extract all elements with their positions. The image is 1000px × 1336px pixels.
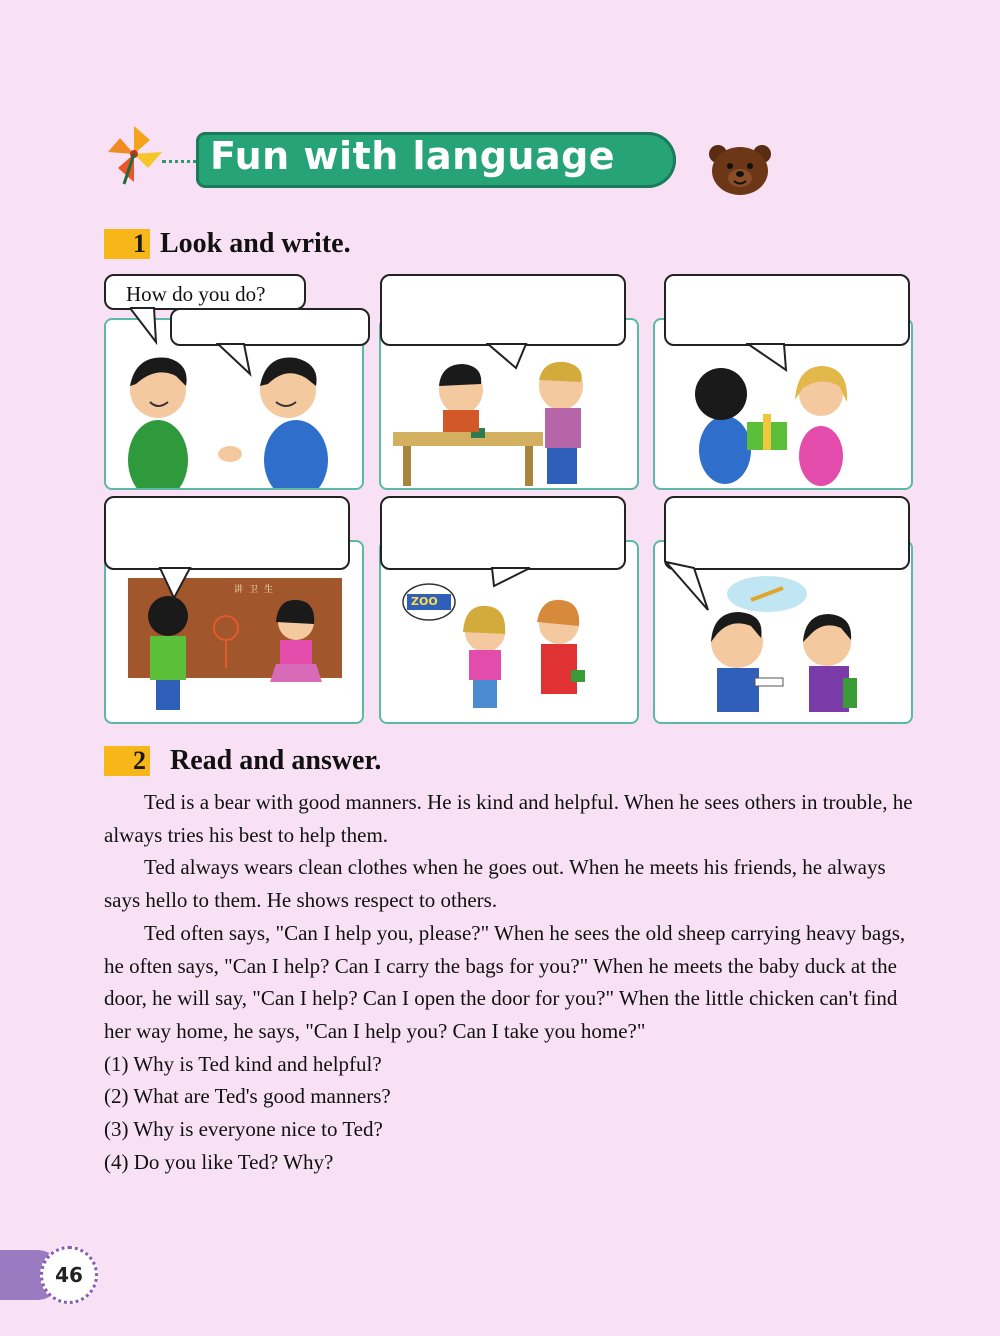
- section1-title: Look and write.: [160, 228, 351, 259]
- speech-bubble-1a: [104, 274, 306, 310]
- title-banner: [196, 132, 676, 188]
- speech-bubble-2[interactable]: [380, 274, 626, 346]
- bubble-tail: [746, 342, 792, 372]
- question-2: (2) What are Ted's good manners?: [104, 1084, 391, 1109]
- section2-heading: [104, 745, 381, 777]
- section1-heading: [104, 228, 351, 260]
- bubble-tail: [158, 566, 198, 602]
- speech-bubble-6[interactable]: [664, 496, 910, 570]
- pinwheel-icon: [104, 122, 164, 186]
- section2-title: Read and answer.: [170, 745, 382, 776]
- speech-bubble-1b[interactable]: [170, 308, 370, 346]
- section2-number: 2: [104, 746, 150, 776]
- blackboard-text: 讲卫生: [234, 585, 280, 595]
- section-header: [104, 122, 694, 194]
- bubble-tail: [664, 560, 714, 616]
- reading-passage: [104, 786, 914, 1178]
- speech-bubble-4[interactable]: [104, 496, 350, 570]
- speech-bubble-1a-text: How do you do?: [126, 282, 266, 306]
- page-number: 46: [40, 1246, 98, 1304]
- bubble-tail: [486, 342, 530, 372]
- question-3: (3) Why is everyone nice to Ted?: [104, 1117, 383, 1142]
- speech-bubble-5[interactable]: [380, 496, 626, 570]
- bear-face-icon: [704, 140, 776, 198]
- bubble-tail: [216, 342, 256, 378]
- bubble-tail: [130, 306, 170, 346]
- paragraph-2: Ted always wears clean clothes when he goes out. When he meets his friends, he always says hello to them. He shows respect to others.: [104, 855, 886, 913]
- section-title: Fun with language: [210, 134, 616, 178]
- question-4: (4) Do you like Ted? Why?: [104, 1149, 334, 1174]
- paragraph-3: Ted often says, "Can I help you, please?" When he sees the old sheep carrying heavy bags, he often says, "Can I help? Can I carry the bags for you?" When he meets the baby duck at the door, he will say, "Can I help? Can I open the door for you?" When the little chicken can't find her way home, he says, "Can I help you? Can I take you home?": [104, 920, 906, 1043]
- zoo-sign-text: ZOO: [411, 595, 438, 608]
- bubble-tail: [490, 566, 536, 590]
- section1-number: 1: [104, 229, 150, 259]
- question-1: (1) Why is Ted kind and helpful?: [104, 1051, 382, 1076]
- paragraph-1: Ted is a bear with good manners. He is kind and helpful. When he sees others in trouble, he always tries his best to help them.: [104, 790, 913, 847]
- speech-bubble-3[interactable]: [664, 274, 910, 346]
